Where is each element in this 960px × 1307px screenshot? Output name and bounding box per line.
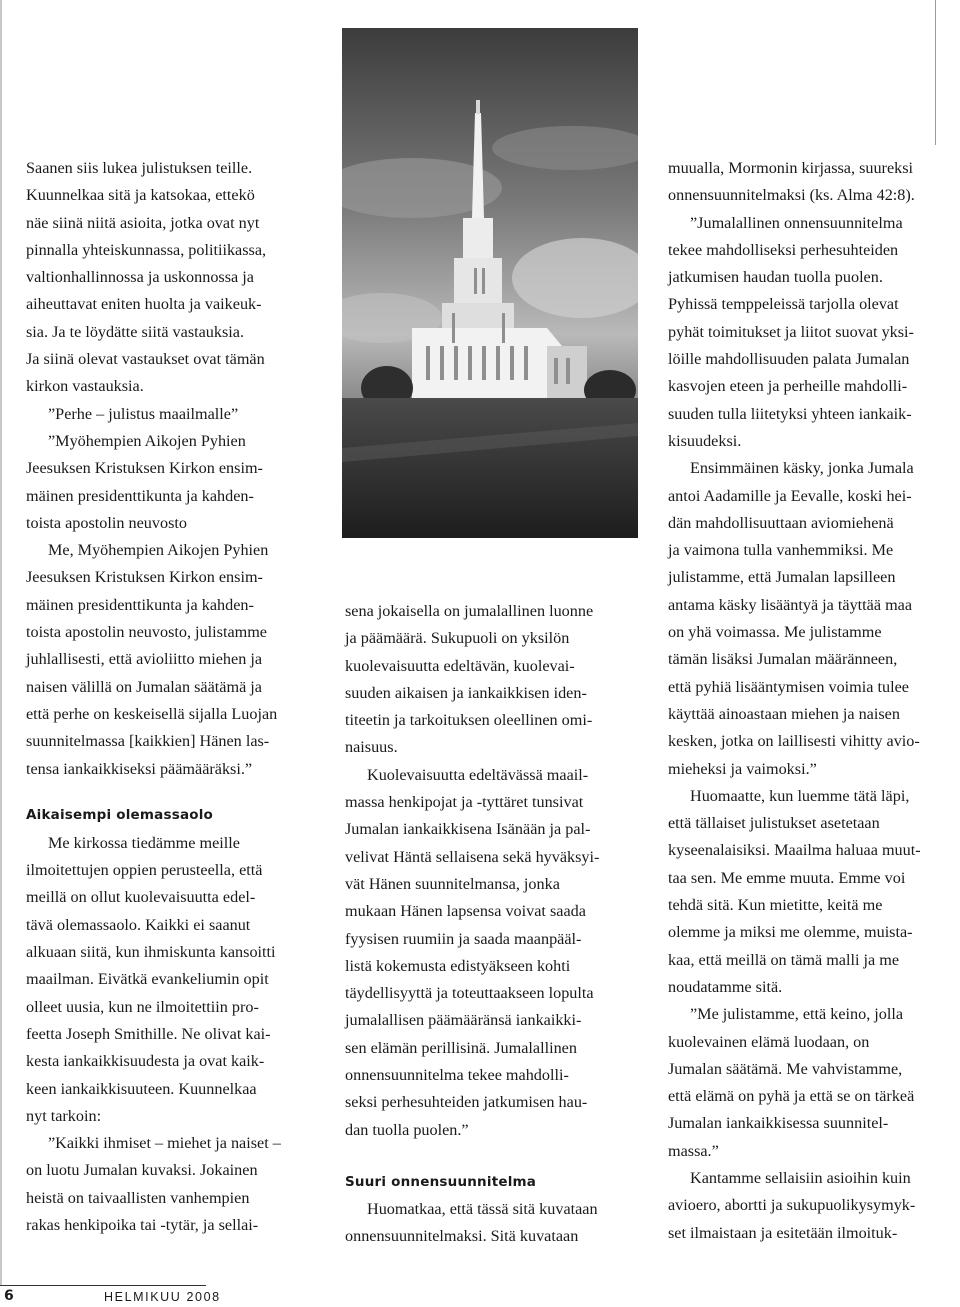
paragraph: ”Kaikki ihmiset – miehet ja naiset – on luotu Jumalan kuvaksi. Jokainen heistä on taivaallisten vanhempien rakas henkipoika tai -tytär, ja sellai- <box>26 1134 281 1234</box>
text-column-3 <box>668 155 960 1247</box>
page-number: 6 <box>4 1288 14 1304</box>
issue-label: HELMIKUU 2008 <box>104 1290 221 1304</box>
page-frame-right <box>935 0 936 145</box>
paragraph: sena jokaisella on jumalallinen luonne ja päämäärä. Sukupuoli on yksilön kuolevaisuutta edeltävän, kuolevai- suuden aikaisen ja iankaikkisen iden- titeetin ja tarkoituksen oleellinen omi- naisuus. <box>345 602 594 757</box>
paragraph: ”Me julistamme, että keino, jolla kuolevainen elämä luodaan, on Jumalan säätämä. Me vahvistamme, että elämä on pyhä ja että se on tärkeä Jumalan iankaikkisessa suunnitel- massa.” <box>668 1005 915 1160</box>
paragraph: Huomaatte, kun luemme tätä läpi, että tällaiset julistukset asetetaan kyseenalaisiksi. Maailma haluaa muut- taa sen. Me emme muuta. Emme voi tehdä sitä. Kun mietitte, keitä me olemme ja miksi me olemme, muista- kaa, että meillä on tämä malli ja me noudatamme sitä. <box>668 786 921 996</box>
paragraph: Ensimmäinen käsky, jonka Jumala antoi Aadamille ja Eevalle, koski hei- dän mahdollisuuttaan aviomiehenä ja vaimona tulla vanhemmiksi. Me julistamme, että Jumalan lapsilleen antama käsky lisääntyä ja täyttää maa on yhä voimassa. Me julistamme tämän lisäksi Jumalan määränneen, että pyhiä lisääntymisen voimia tulee käyttää ainoastaan miehen ja naisen kesken, jotka on laillisesti vihitty avio- mieheksi ja vaimoksi.” <box>668 459 920 778</box>
page-frame-left <box>0 0 2 1285</box>
paragraph: ”Jumalallinen onnensuunnitelma tekee mahdolliseksi perhesuhteiden jatkumisen haudan tuolla puolen. Pyhissä temppeleissä tarjolla olevat pyhät toimitukset ja liitot suovat yksi- löille mahdollisuuden palata Jumalan kasvojen eteen ja perheille mahdolli- suuden tulla liitetyksi yhteen iankaik- kisuudeksi. <box>668 213 914 450</box>
paragraph: Saanen siis lukea julistuksen teille. Kuunnelkaa sitä ja katsokaa, ettekö näe siinä niitä asioita, jotka ovat nyt pinnalla yhteiskunnassa, politiikassa, valtionhallinnossa ja uskonnossa ja aiheuttavat eniten huolta ja vaikeuk- sia. Ja te löydätte siitä vastauksia. Ja siinä olevat vastaukset ovat tämän kirkon vastauksia. <box>26 159 267 396</box>
paragraph: Huomatkaa, että tässä sitä kuvataan onnensuunnitelmaksi. Sitä kuvataan <box>345 1199 598 1246</box>
temple-photo <box>342 28 638 538</box>
footer-rule <box>0 1285 206 1286</box>
paragraph: Kantamme sellaisiin asioihin kuin avioero, abortti ja sukupuolikysymyk- set ilmaistaan ja esitetään ilmoituk- <box>668 1168 916 1242</box>
paragraph: ”Myöhempien Aikojen Pyhien Jeesuksen Kristuksen Kirkon ensim- mäinen presidenttikunta ja kahden- toista apostolin neuvosto <box>26 431 263 532</box>
text-column-1 <box>26 155 328 1239</box>
paragraph: muualla, Mormonin kirjassa, suureksi onnensuunnitelmaksi (ks. Alma 42:8). <box>668 159 915 205</box>
section-heading: Suuri onnensuunnitelma <box>345 1173 537 1190</box>
text-column-2 <box>345 598 645 1251</box>
paragraph: Kuolevaisuutta edeltävässä maail- massa henkipojat ja -tyttäret tunsivat Jumalan iankaikkisena Isänään ja pal- velivat Häntä sellaisena sekä hyväksyi- vät Hänen suunnitelmansa, jonka mukaan Hänen lapsensa voivat saada fyysisen ruumiin ja saada maanpääl- listä kokemusta edistyäkseen kohti täydellisyyttä ja toteuttaakseen lopulta jumalallisen päämääränsä iankaikki- sen elämän perillisinä. Jumalallinen onnensuunnitelma tekee mahdolli- seksi perhesuhteiden jatkumisen hau- dan tuolla puolen.” <box>345 765 600 1139</box>
paragraph: ”Perhe – julistus maailmalle” <box>48 404 239 423</box>
paragraph: Me, Myöhempien Aikojen Pyhien Jeesuksen Kristuksen Kirkon ensim- mäinen presidenttikunta ja kahden- toista apostolin neuvosto, julistamme juhlallisesti, että avioliitto miehen ja naisen välillä on Jumalan säätämä ja että perhe on keskeisellä sijalla Luojan suunnitelmassa [kaikkien] Hänen las- tensa iankaikkiseksi päämääräksi.” <box>26 541 278 778</box>
paragraph: Me kirkossa tiedämme meille ilmoitettujen oppien perusteella, että meillä on ollut kuolevaisuutta edel- tävä olemassaolo. Kaikki ei saanut alkuaan siitä, kun ihmiskunta kansoitti maailman. Eivätkä evankeliumin opit olleet uusia, kun ne ilmoitettiin pro- feetta Joseph Smithille. Ne olivat kai- kesta iankaikkisuudesta ja ovat kaik- keen iankaikkisuuteen. Kuunnelkaa nyt tarkoin: <box>26 833 276 1125</box>
section-heading: Aikaisempi olemassaolo <box>26 806 214 823</box>
